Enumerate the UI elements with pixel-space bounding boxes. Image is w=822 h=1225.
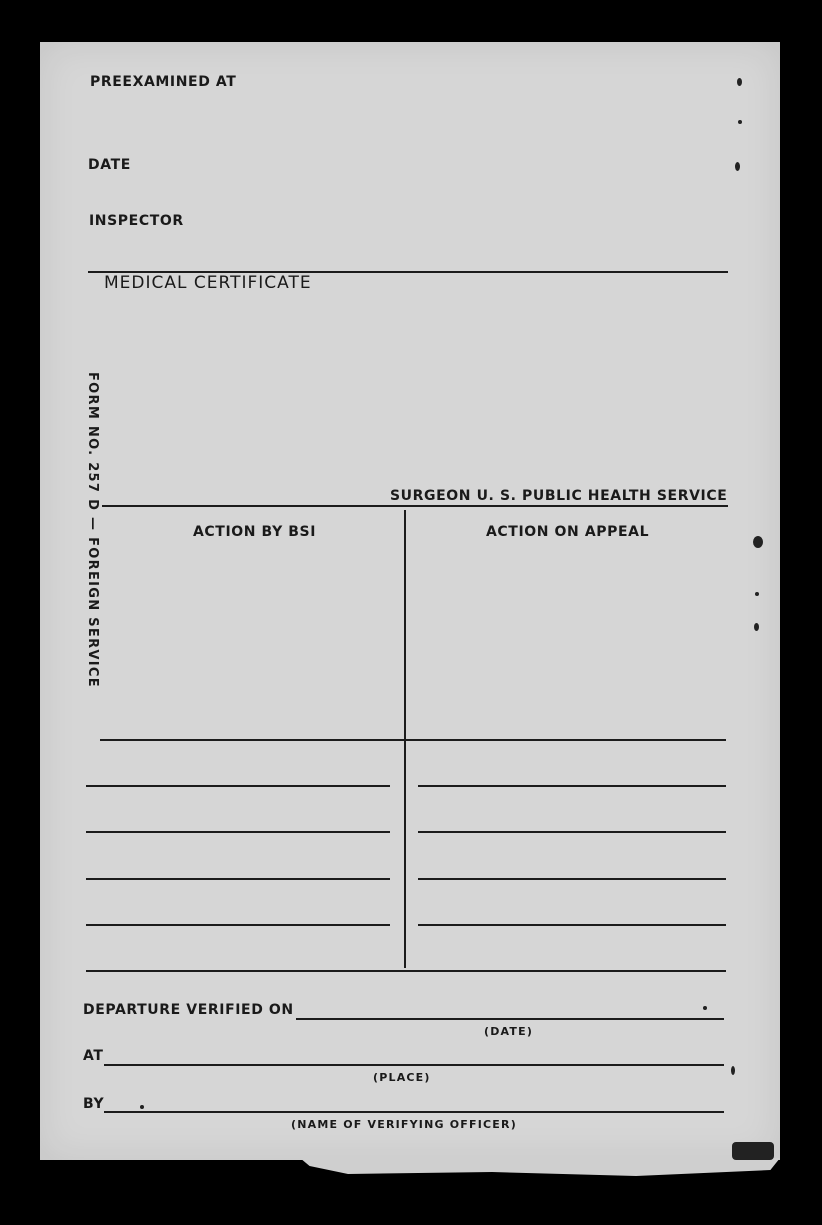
medical-certificate-title: MEDICAL CERTIFICATE <box>104 273 312 293</box>
action-line <box>86 831 390 833</box>
edge-damage <box>732 1142 774 1160</box>
action-line <box>418 785 726 787</box>
torn-edge <box>300 1158 780 1178</box>
action-line <box>100 739 726 741</box>
surgeon-signature-label: SURGEON U. S. PUBLIC HEALTH SERVICE <box>390 488 728 504</box>
punch-mark <box>738 120 742 124</box>
punch-mark <box>754 623 759 631</box>
action-line <box>86 970 726 972</box>
inspector-label: INSPECTOR <box>89 213 184 229</box>
punch-mark <box>735 162 740 171</box>
punch-mark <box>753 536 763 548</box>
action-line <box>86 785 390 787</box>
form-number-side-text: FORM NO. 257 D — FOREIGN SERVICE <box>85 372 100 688</box>
medical-divider <box>102 505 728 507</box>
punch-mark <box>737 78 742 86</box>
action-line <box>418 831 726 833</box>
punch-mark <box>755 592 759 596</box>
action-by-bsi-header: ACTION BY BSI <box>193 524 317 540</box>
officer-caption: (NAME OF VERIFYING OFFICER) <box>291 1118 517 1131</box>
place-line <box>104 1064 724 1066</box>
ink-speck <box>140 1105 144 1109</box>
officer-line <box>104 1111 724 1113</box>
date-label: DATE <box>88 157 131 173</box>
action-line <box>418 924 726 926</box>
action-on-appeal-header: ACTION ON APPEAL <box>486 524 650 540</box>
action-line <box>418 878 726 880</box>
departure-date-line <box>296 1018 724 1020</box>
departure-verified-label: DEPARTURE VERIFIED ON <box>83 1002 294 1018</box>
punch-mark <box>731 1066 735 1075</box>
at-label: AT <box>83 1048 104 1064</box>
date-caption: (DATE) <box>484 1025 534 1038</box>
place-caption: (PLACE) <box>373 1071 431 1084</box>
ink-speck <box>703 1006 707 1010</box>
preexamined-label: PREEXAMINED AT <box>90 74 237 90</box>
action-line <box>86 924 390 926</box>
action-line <box>86 878 390 880</box>
by-label: BY <box>83 1096 105 1112</box>
form-card <box>40 42 780 1160</box>
